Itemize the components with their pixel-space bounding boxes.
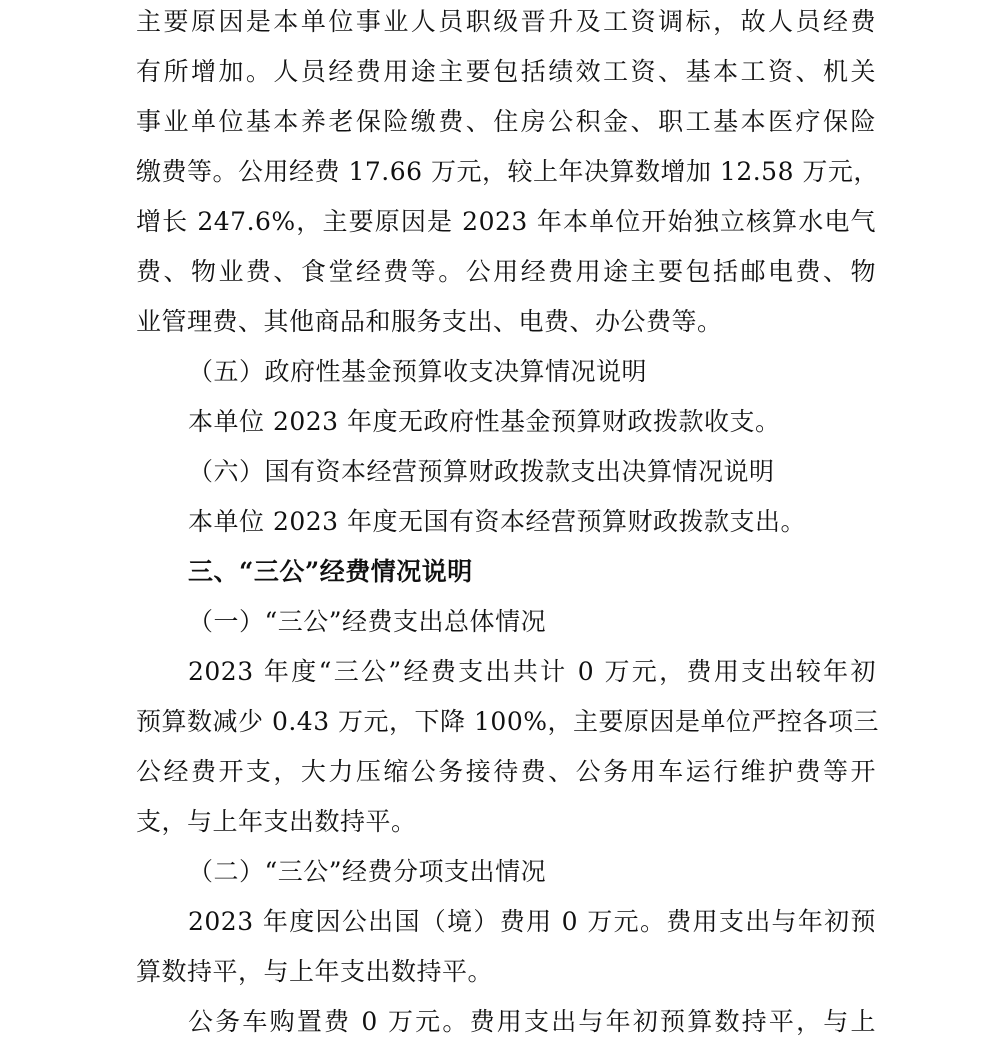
paragraph-line: 支，与上年支出数持平。 xyxy=(136,807,417,836)
paragraph-line: 本单位 2023 年度无政府性基金预算财政拨款收支。 xyxy=(188,407,781,436)
subsection-heading-two: （二）“三公”经费分项支出情况 xyxy=(188,857,547,886)
paragraph-line: 有所增加。人员经费用途主要包括绩效工资、基本工资、机关 xyxy=(136,57,876,86)
subsection-heading-one: （一）“三公”经费支出总体情况 xyxy=(188,607,547,636)
paragraph-line: 2023 年度“三公”经费支出共计 0 万元，费用支出较年初 xyxy=(188,657,876,686)
paragraph-line: 事业单位基本养老保险缴费、住房公积金、职工基本医疗保险 xyxy=(136,107,876,136)
paragraph-line: 主要原因是本单位事业人员职级晋升及工资调标，故人员经费 xyxy=(136,7,876,36)
paragraph-line: 业管理费、其他商品和服务支出、电费、办公费等。 xyxy=(136,307,723,336)
paragraph-line: 公务车购置费 0 万元。费用支出与年初预算数持平，与上 xyxy=(188,1007,876,1036)
paragraph-line: 费、物业费、食堂经费等。公用经费用途主要包括邮电费、物 xyxy=(136,257,876,286)
paragraph-line: 缴费等。公用经费 17.66 万元，较上年决算数增加 12.58 万元， xyxy=(136,157,879,186)
paragraph-line: 公经费开支，大力压缩公务接待费、公务用车运行维护费等开 xyxy=(136,757,876,786)
section-heading-three: 三、“三公”经费情况说明 xyxy=(188,557,473,586)
paragraph-line: 预算数减少 0.43 万元，下降 100%，主要原因是单位严控各项三 xyxy=(136,707,879,736)
paragraph-line: 2023 年度因公出国（境）费用 0 万元。费用支出与年初预 xyxy=(188,907,876,936)
paragraph-line: 增长 247.6%，主要原因是 2023 年本单位开始独立核算水电气 xyxy=(136,207,876,236)
paragraph-line: 算数持平，与上年支出数持平。 xyxy=(136,957,494,986)
section-heading-five: （五）政府性基金预算收支决算情况说明 xyxy=(188,357,648,386)
paragraph-line: 本单位 2023 年度无国有资本经营预算财政拨款支出。 xyxy=(188,507,807,536)
section-heading-six: （六）国有资本经营预算财政拨款支出决算情况说明 xyxy=(188,457,775,486)
